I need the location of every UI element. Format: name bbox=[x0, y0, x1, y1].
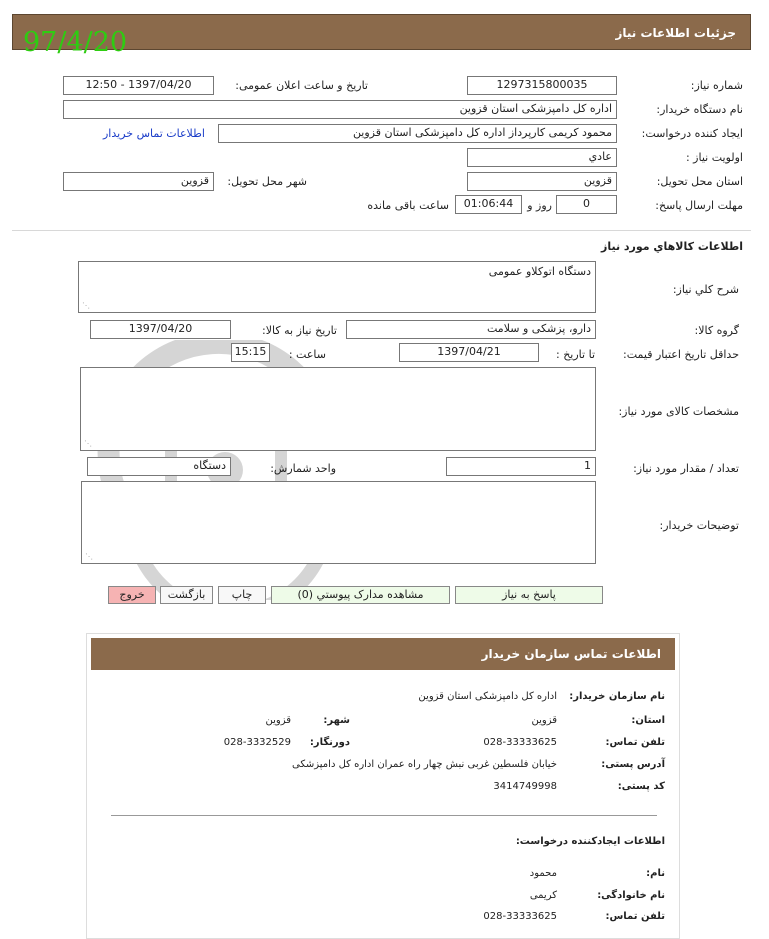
contact-panel-header bbox=[91, 638, 675, 670]
creator-label: ایجاد کننده درخواست: bbox=[641, 127, 743, 140]
province-label: استان محل تحویل: bbox=[656, 175, 743, 188]
remaining-label: ساعت باقی مانده bbox=[367, 199, 449, 212]
panel-divider bbox=[111, 815, 657, 816]
priority-label: اولویت نیاز : bbox=[685, 151, 743, 164]
hour-label: ساعت : bbox=[288, 348, 326, 361]
contact-province-label: استان: bbox=[631, 715, 665, 726]
contact-panel bbox=[86, 633, 680, 939]
fax-value: 028-3332529 bbox=[223, 737, 291, 748]
creator-field[interactable]: محمود کریمی کارپرداز اداره کل دامپزشکی استان قزوین bbox=[218, 124, 617, 143]
contact-city-value: قزوین bbox=[265, 715, 291, 726]
creator-info-title: اطلاعات ایجادکننده درخواست: bbox=[515, 836, 665, 847]
page-title: جزئیات اطلاعات نیاز bbox=[615, 26, 736, 40]
contact-panel-title: اطلاعات تماس سازمان خریدار bbox=[481, 647, 661, 661]
attachments-button[interactable]: مشاهده مدارک پیوستي (0) bbox=[271, 586, 450, 604]
need-date-label: تاریخ نیاز به کالا: bbox=[262, 324, 337, 337]
validity-label: حداقل تاریخ اعتبار قیمت: bbox=[623, 348, 739, 361]
group-field[interactable]: دارو، پزشکی و سلامت bbox=[346, 320, 596, 339]
need-number-field[interactable]: 1297315800035 bbox=[467, 76, 617, 95]
deadline-label: مهلت ارسال پاسخ: bbox=[655, 199, 743, 212]
date-badge: 97/4/20 bbox=[23, 27, 128, 58]
exit-button[interactable]: خروج bbox=[108, 586, 156, 604]
province-field[interactable]: قزوین bbox=[467, 172, 617, 191]
family-label: نام خانوادگی: bbox=[597, 890, 665, 901]
org-label: نام سازمان خریدار: bbox=[569, 691, 665, 702]
address-value: خیابان فلسطین غربی نبش چهار راه عمران اداره کل دامپزشکی bbox=[292, 759, 557, 770]
fax-label: دورنگار: bbox=[309, 737, 350, 748]
remaining-time-field[interactable]: 01:06:44 bbox=[455, 195, 522, 214]
contact-province-value: قزوین bbox=[531, 715, 557, 726]
reply-button[interactable]: پاسخ به نیاز bbox=[455, 586, 603, 604]
specs-label: مشخصات کالای مورد نیاز: bbox=[618, 405, 739, 418]
creator-phone-label: تلفن تماس: bbox=[605, 911, 665, 922]
org-value: اداره کل دامپزشکی استان قزوین bbox=[418, 691, 557, 702]
specs-textarea[interactable] bbox=[80, 367, 596, 451]
print-button[interactable]: چاپ bbox=[218, 586, 266, 604]
unit-field[interactable]: دستگاه bbox=[87, 457, 231, 476]
need-number-label: شماره نیاز: bbox=[690, 79, 743, 92]
divider bbox=[12, 230, 751, 231]
page-header bbox=[12, 14, 751, 58]
days-label: روز و bbox=[527, 199, 552, 212]
hour-field[interactable]: 15:15 bbox=[231, 343, 270, 362]
summary-textarea[interactable] bbox=[78, 261, 596, 313]
contact-city-label: شهر: bbox=[323, 715, 350, 726]
postal-label: کد پستی: bbox=[617, 781, 665, 792]
summary-label: شرح کلي نیاز: bbox=[672, 283, 739, 296]
contact-link[interactable]: اطلاعات تماس خریدار bbox=[103, 127, 205, 140]
announce-label: تاریخ و ساعت اعلان عمومی: bbox=[235, 79, 368, 92]
need-date-field[interactable]: 1397/04/20 bbox=[90, 320, 231, 339]
notes-label: توضیحات خریدار: bbox=[659, 519, 739, 532]
creator-phone-value: 028-33333625 bbox=[483, 911, 557, 922]
priority-field[interactable]: عادي bbox=[467, 148, 617, 167]
buyer-label: نام دستگاه خریدار: bbox=[656, 103, 743, 116]
group-label: گروه کالا: bbox=[694, 324, 739, 337]
qty-field[interactable]: 1 bbox=[446, 457, 596, 476]
back-button[interactable]: بازگشت bbox=[160, 586, 213, 604]
city-field[interactable]: قزوین bbox=[63, 172, 214, 191]
until-date-field[interactable]: 1397/04/21 bbox=[399, 343, 539, 362]
phone-value: 028-33333625 bbox=[483, 737, 557, 748]
family-value: کریمی bbox=[529, 890, 557, 901]
summary-text: دستگاه اتوکلاو عمومی bbox=[488, 265, 591, 278]
resize-grip-icon[interactable]: ⋰ bbox=[84, 439, 92, 448]
announce-field[interactable]: 1397/04/20 - 12:50 bbox=[63, 76, 214, 95]
name-value: محمود bbox=[529, 868, 557, 879]
postal-value: 3414749998 bbox=[493, 781, 557, 792]
resize-grip-icon[interactable]: ⋰ bbox=[82, 301, 90, 310]
resize-grip-icon[interactable]: ⋰ bbox=[85, 552, 93, 561]
phone-label: تلفن تماس: bbox=[605, 737, 665, 748]
buyer-field[interactable]: اداره کل دامپزشکی استان قزوین bbox=[63, 100, 617, 119]
unit-label: واحد شمارش: bbox=[270, 462, 336, 475]
notes-textarea[interactable] bbox=[81, 481, 596, 564]
until-label: تا تاریخ : bbox=[556, 348, 595, 361]
city-label: شهر محل تحویل: bbox=[227, 175, 307, 188]
days-field[interactable]: 0 bbox=[556, 195, 617, 214]
name-label: نام: bbox=[646, 868, 665, 879]
address-label: آدرس پستی: bbox=[601, 759, 665, 770]
qty-label: تعداد / مقدار مورد نیاز: bbox=[633, 462, 739, 475]
goods-section-title: اطلاعات کالاهاي مورد نیاز bbox=[601, 240, 743, 253]
